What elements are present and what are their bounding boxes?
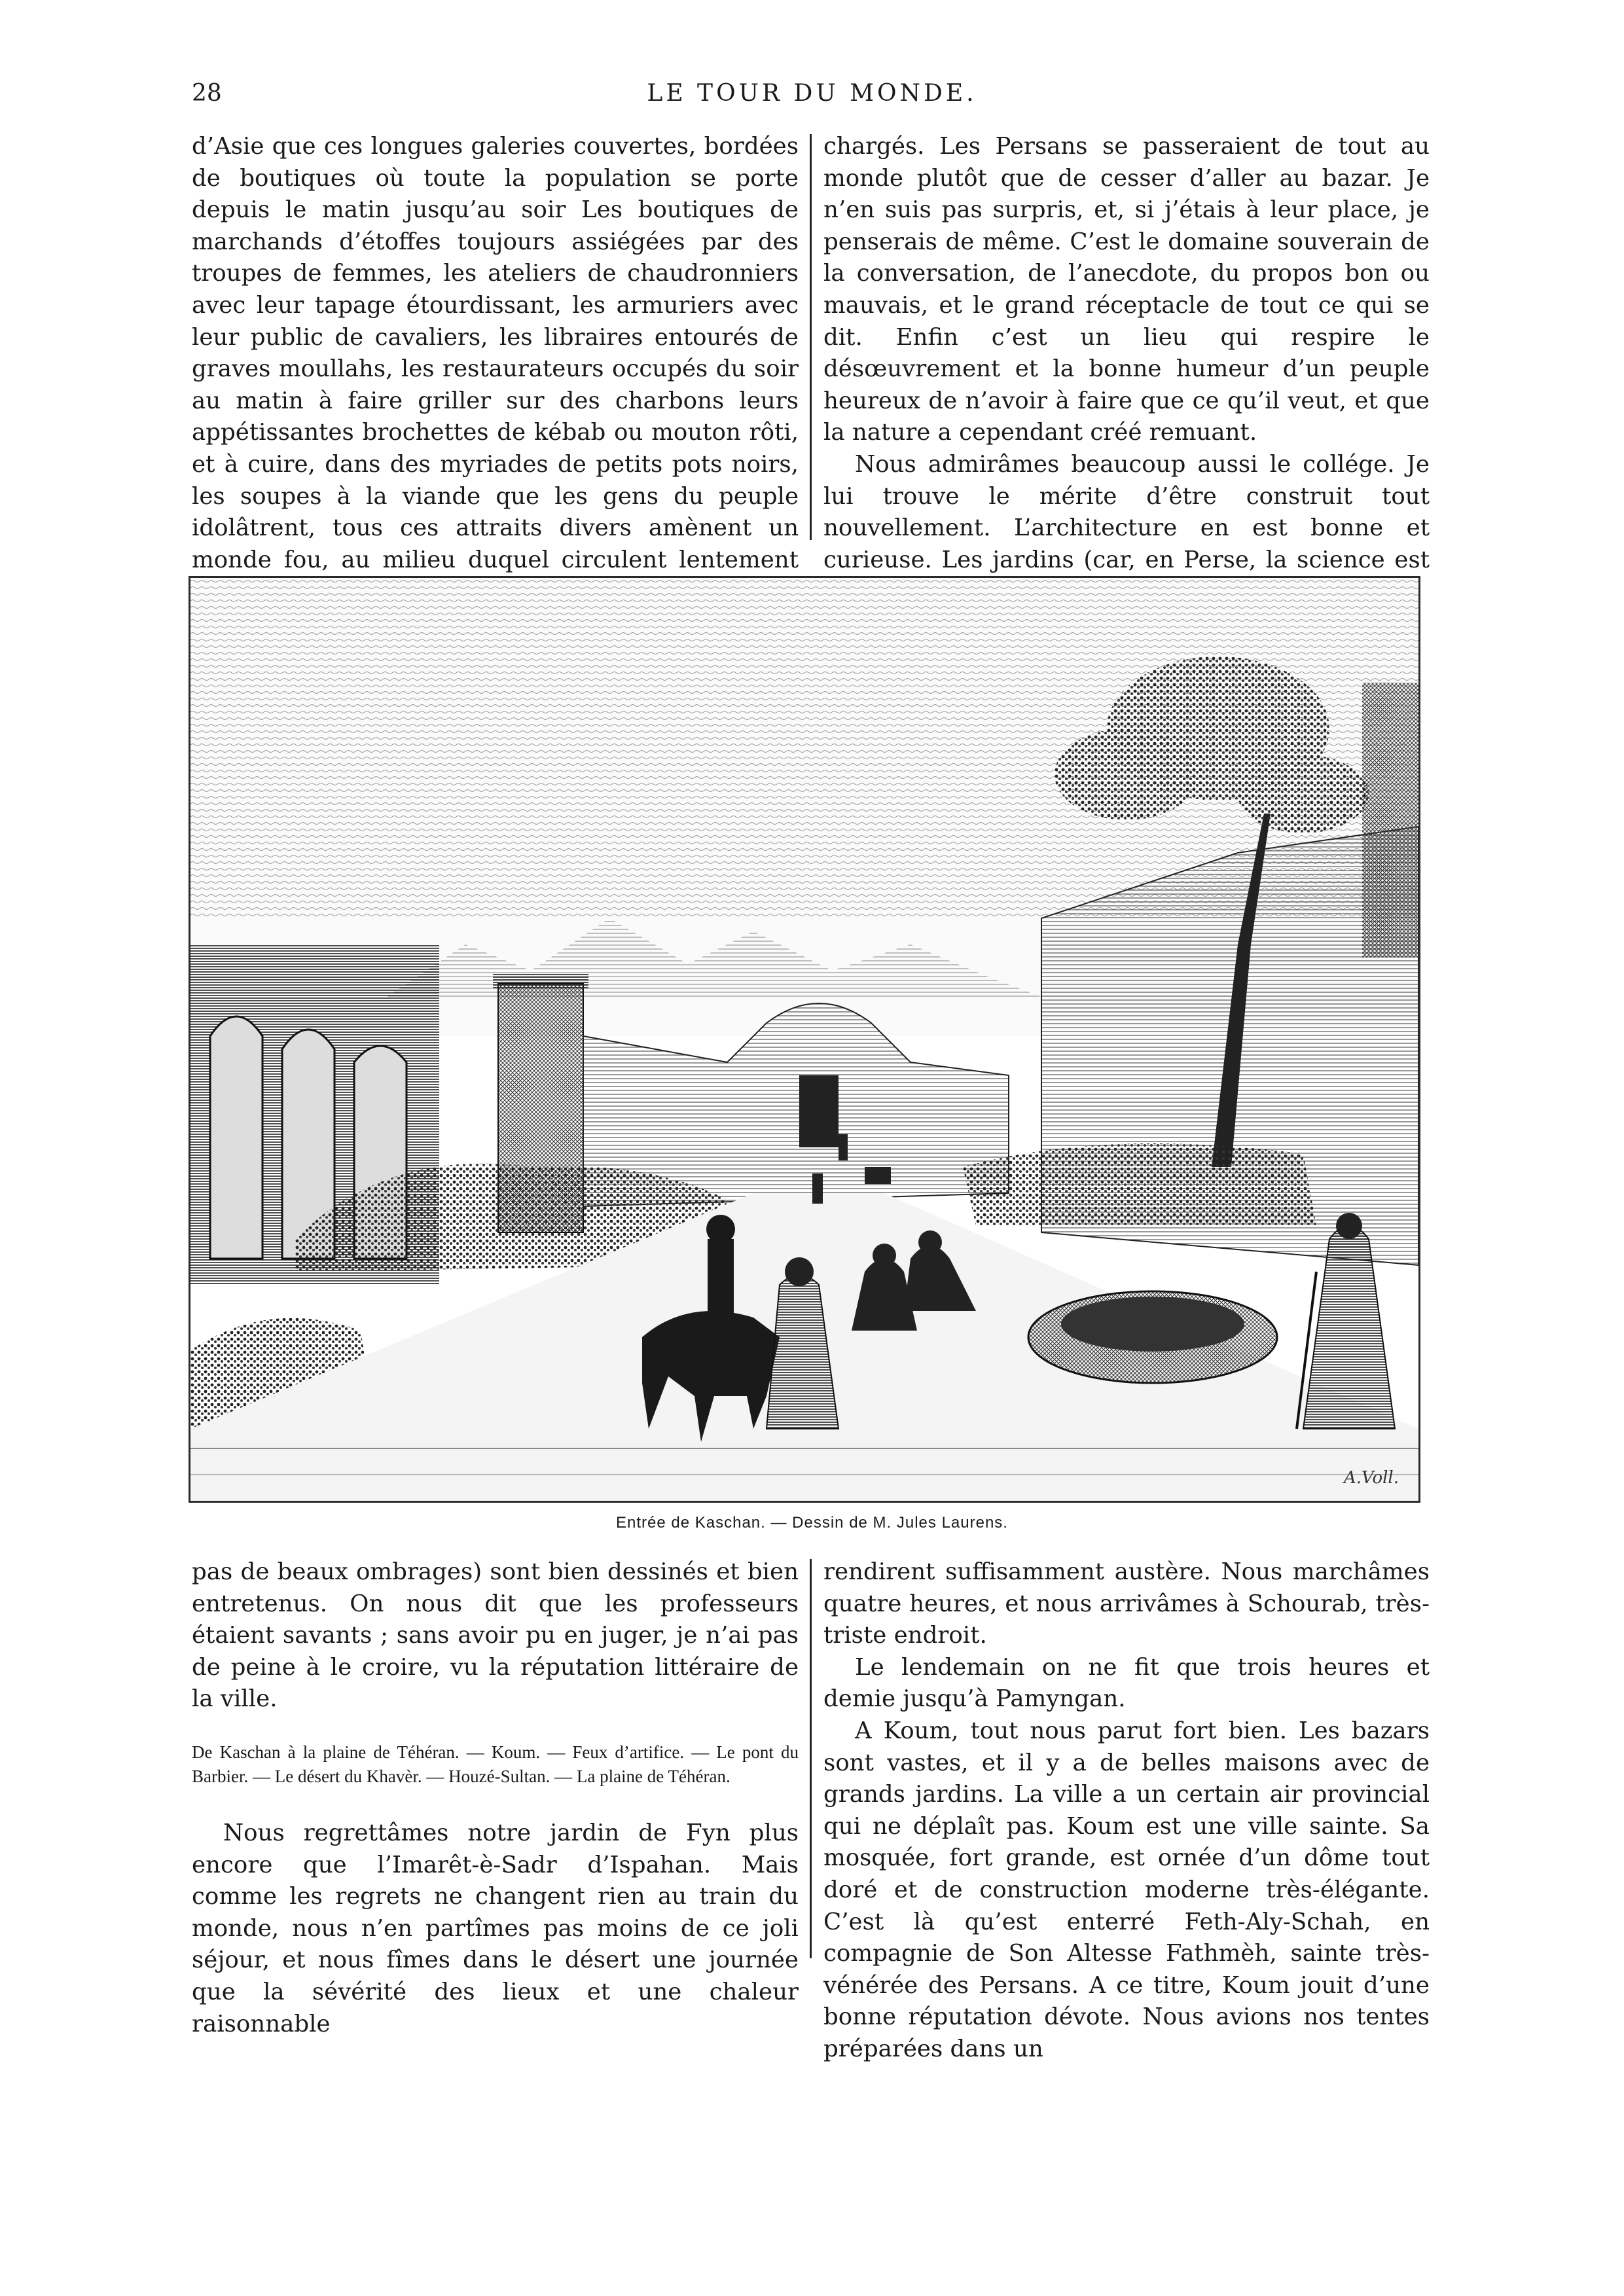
paragraph: d’Asie que ces longues galeries couvertes, bordées de boutiques où toute la population se porte depuis le matin jusqu’au soir Les boutiques de marchands d’étoffes toujours assiégées par des troupes de femmes, les ateliers de chaudronniers avec leur tapage étourdissant, les armuriers avec leur public de cavaliers, les libraires entourés de graves moullahs, les restaurateurs occupés du soir au matin à faire griller sur des charbons leurs appétissantes brochettes de kébab ou mouton rôti, et à cuire, dans des myriades de petits pots noirs, les soupes à la viande que les gens du peuple idolâtrent, tous ces attraits divers amènent un monde fou, au milieu duquel circulent lentement: [192, 133, 799, 573]
paragraph: pas de beaux ombrages) sont bien dessinés et bien entretenus. On nous dit que les professeurs étaient savants ; sans avoir pu en juger, je n’ai pas de peine à le croire, vu la réputation littéraire de la ville.: [192, 1558, 799, 1713]
paragraph: rendirent suffisamment austère. Nous marchâmes quatre heures, et nous arrivâmes à Schourab, très-triste endroit.: [823, 1558, 1430, 1649]
bottom-right-column: [823, 1556, 1430, 2066]
column-rule: [810, 134, 812, 540]
running-title: LE TOUR DU MONDE.: [647, 80, 977, 107]
chapter-summary: De Kaschan à la plaine de Téhéran. — Koum. — Feux d’artifice. — Le pont du Barbier. — Le désert du Khavèr. — Houzé-Sultan. — La plaine de Téhéran.: [192, 1742, 799, 1786]
page-number: 28: [192, 80, 222, 107]
top-right-column: [823, 131, 1430, 608]
engraving-entree-de-kaschan: [189, 576, 1420, 1503]
paragraph: chargés. Les Persans se passeraient de tout au monde plutôt que de cesser d’aller au bazar. Je n’en suis pas surpris, et, si j’étais à leur place, je penserais de même. C’est le domaine souverain de la conversation, de l’anecdote, du propos bon ou mauvais, et le grand réceptacle de tout ce qui se dit. Enfin c’est un lieu qui respire le désœuvrement et la bonne humeur d’un peuple heureux de n’avoir à faire que ce qu’il veut, et que la nature a cependant créé remuant.: [823, 133, 1430, 446]
column-rule: [810, 1559, 812, 1958]
right-shrubs: [963, 1143, 1316, 1226]
top-left-column: [192, 131, 799, 608]
right-tower: [1362, 683, 1418, 958]
paragraph: Nous regrettâmes notre jardin de Fyn plus encore que l’Imarêt-è-Sadr d’Ispahan. Mais comme les regrets ne changent rien au train du monde, nous n’en partîmes pas moins de ce joli séjour, et nous fîmes dans le désert une journée que la sévérité des lieux et une chaleur raisonnable: [192, 1819, 799, 2037]
bottom-left-column: [192, 1556, 799, 2040]
paragraph: Le lendemain on ne fit que trois heures et demie jusqu’à Pamyngan.: [823, 1653, 1430, 1713]
figure-caption: Entrée de Kaschan. — Dessin de M. Jules Laurens.: [616, 1514, 1008, 1532]
paragraph: Nous admirâmes beaucoup aussi le collége. Je lui trouve le mérite d’être construit tout nouvellement. L’architecture en est bonne et curieuse. Les jardins (car, en Perse, la science est: [823, 450, 1430, 573]
paragraph: A Koum, tout nous parut fort bien. Les bazars sont vastes, et il y a de belles maisons avec de grands jardins. La ville a un certain air provincial qui ne déplaît pas. Koum est une ville sainte. Sa mosquée, fort grande, est ornée d’un dôme tout doré et de construction moderne très-élégante. C’est là qu’est enterré Feth-Aly-Schah, en compagnie de Son Altesse Fathmèh, sainte très-vénérée des Persans. A ce titre, Koum jouit d’une bonne réputation dévote. Nous avions nos tentes préparées dans un: [823, 1717, 1430, 2062]
engraver-signature: A.Voll.: [1344, 1468, 1399, 1488]
